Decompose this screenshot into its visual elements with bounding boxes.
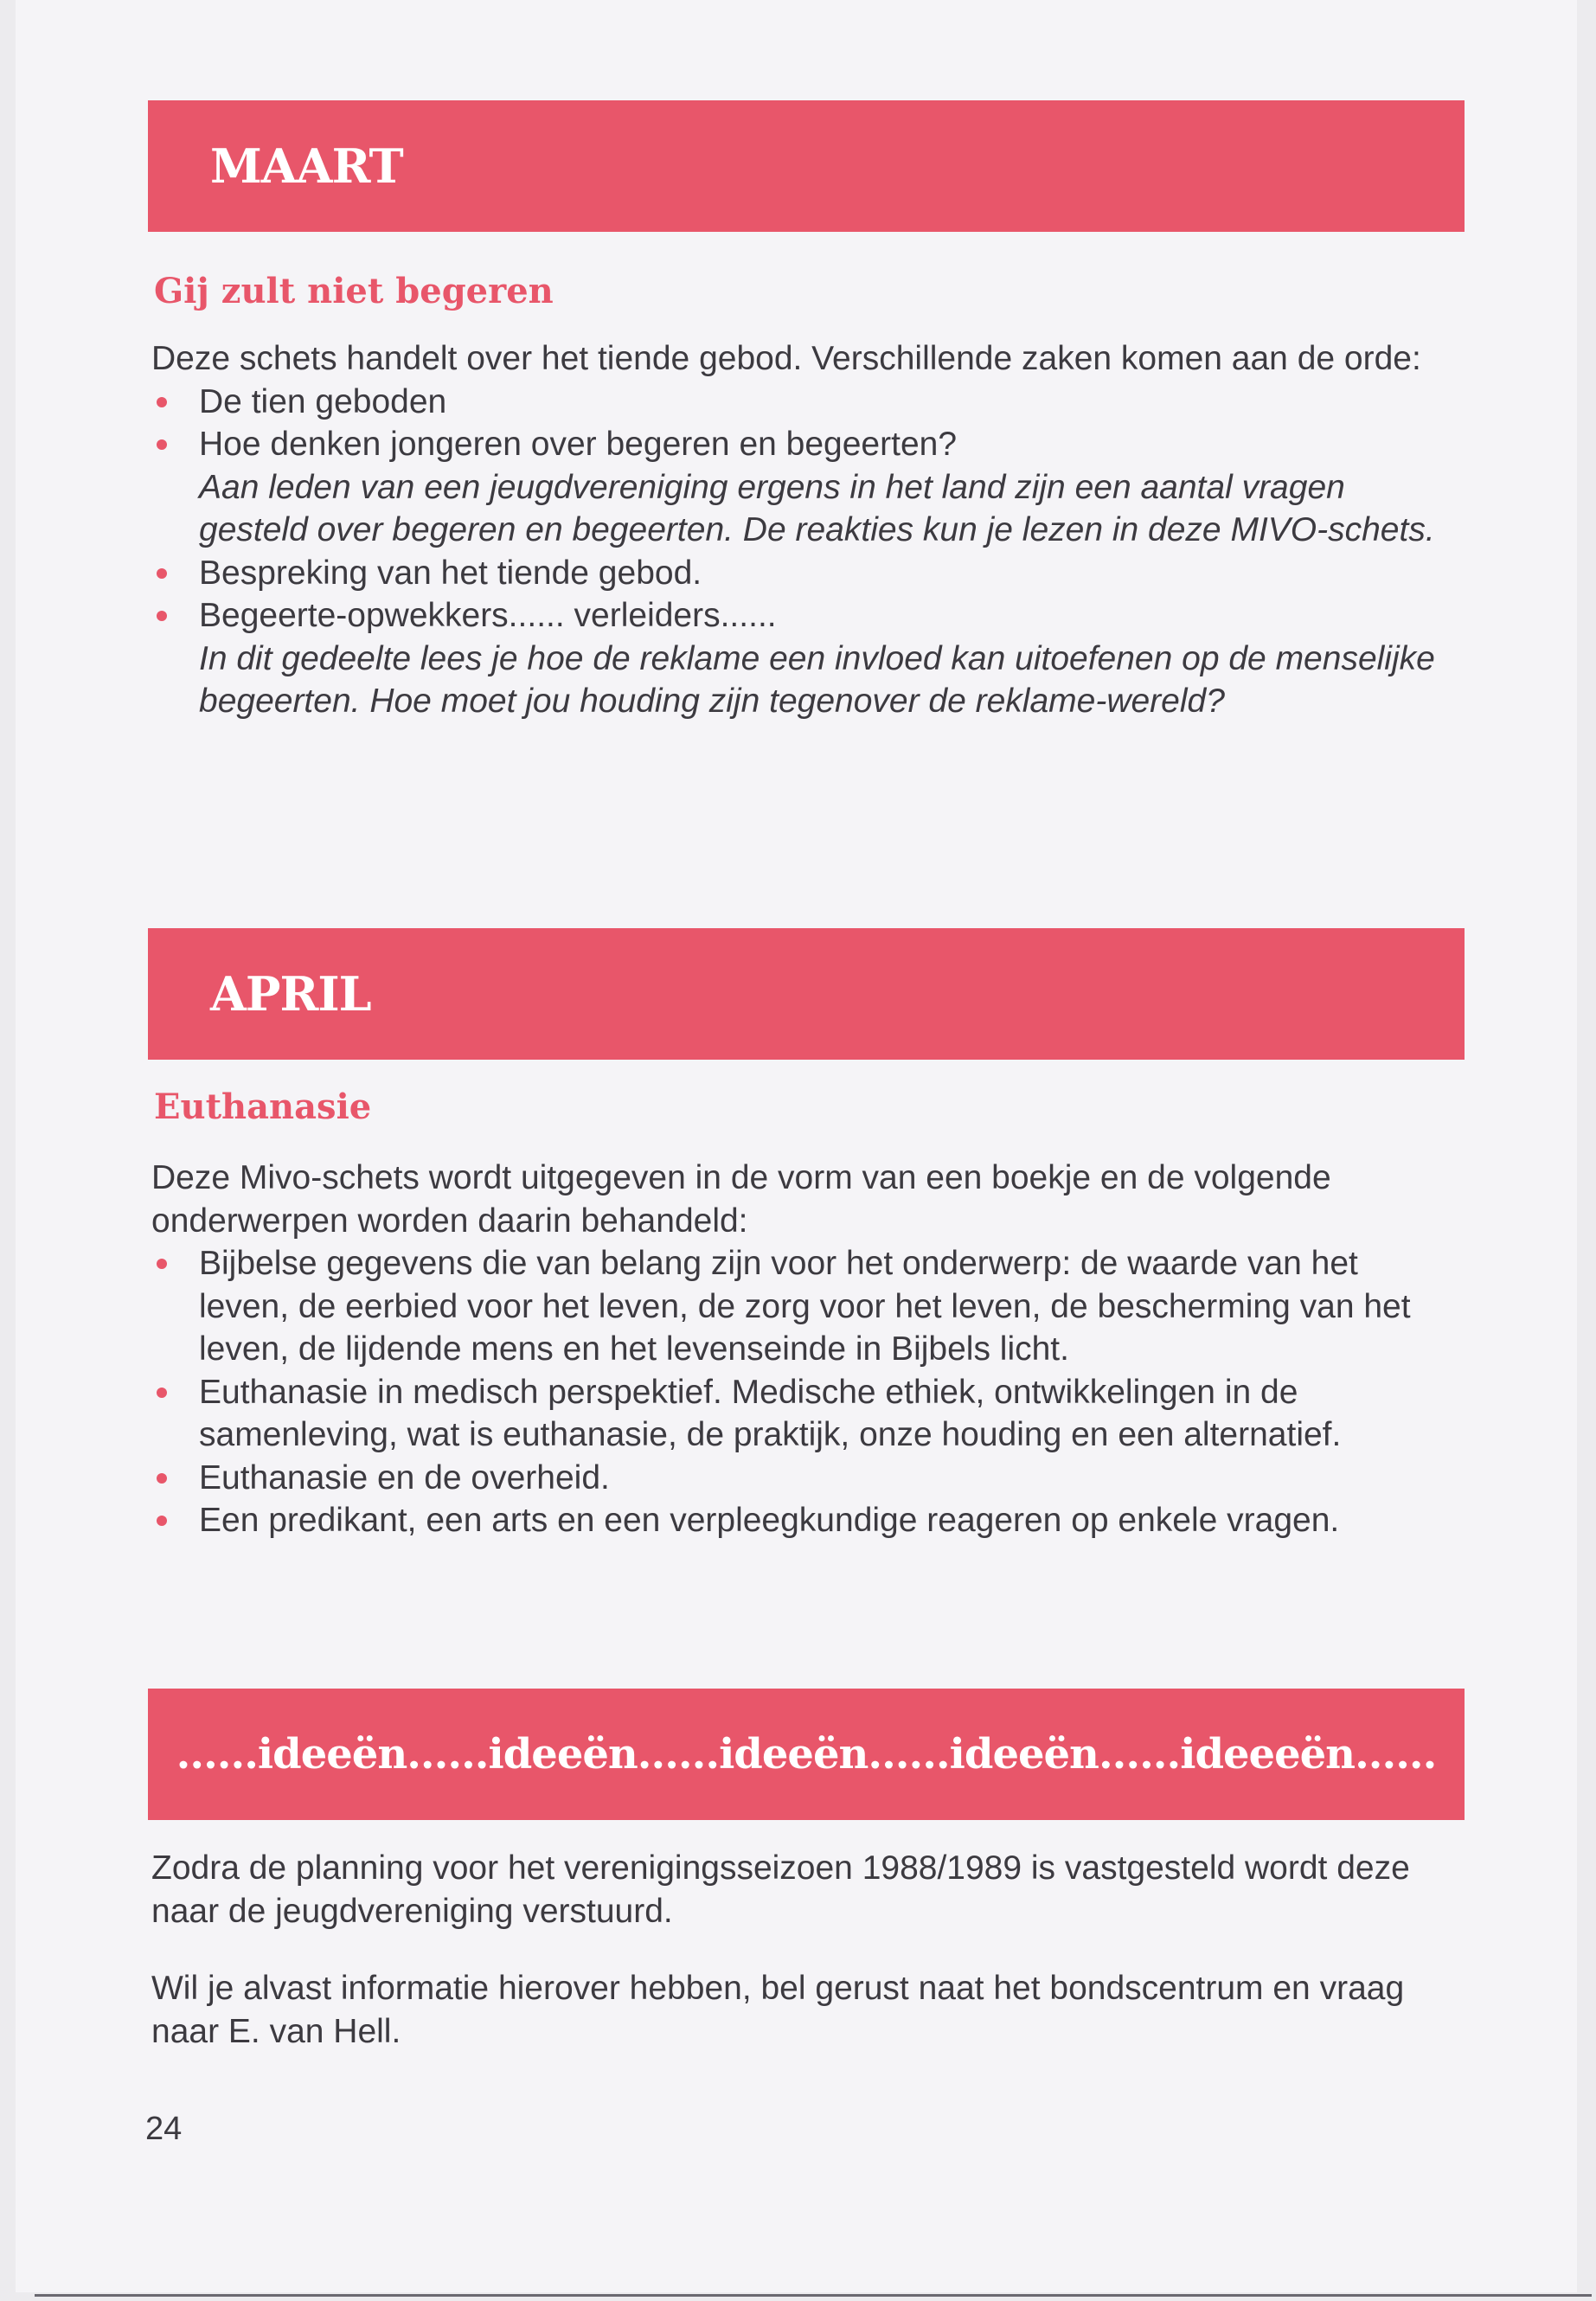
list-item-text: Begeerte-opwekkers...... verleiders...... xyxy=(199,597,777,634)
bullet-icon xyxy=(157,1388,167,1398)
bullet-icon xyxy=(157,397,167,407)
section-heading: APRIL xyxy=(210,966,371,1022)
list-item xyxy=(151,594,1449,723)
section-banner-maart xyxy=(148,100,1465,232)
list-item-text: De tien geboden xyxy=(199,382,447,420)
section-heading: MAART xyxy=(210,138,403,194)
list-item-text: Euthanasie in medisch perspektief. Medische ethiek, ontwikkelingen in de samenleving, wat is euthanasie, de praktijk, onze houding en een alternatief. xyxy=(199,1373,1342,1453)
list-item xyxy=(151,381,1449,424)
list-item-text: Euthanasie en de overheid. xyxy=(199,1458,610,1497)
list-item xyxy=(151,423,1449,552)
page-number: 24 xyxy=(145,2111,183,2147)
intro-paragraph: Deze Mivo-schets wordt uitgegeven in de vorm van een boekje en de volgende onderwerpen worden daarin behandeld: xyxy=(151,1159,1331,1240)
section-title: Euthanasie xyxy=(154,1086,372,1127)
list-item-text: Bespreking van het tiende gebod. xyxy=(199,554,702,592)
topic-list xyxy=(151,1242,1449,1542)
list-item xyxy=(151,1457,1449,1500)
bullet-icon xyxy=(157,568,167,579)
bullet-icon xyxy=(157,1473,167,1484)
section-body-maart xyxy=(151,337,1449,723)
bottom-rule xyxy=(35,2294,1592,2297)
bullet-icon xyxy=(157,439,167,450)
list-item-text: Bijbelse gegevens die van belang zijn voor het onderwerp: de waarde van het leven, de eerbied voor het leven, de zorg voor het leven, de bescherming van het leven, de lijdende mens en het levenseinde in Bijbels licht. xyxy=(199,1245,1411,1368)
section-body-april xyxy=(151,1157,1449,1542)
paragraph: Zodra de planning voor het verenigingsseizoen 1988/1989 is vastgesteld wordt deze naar de jeugdvereniging verstuurd. xyxy=(151,1849,1410,1930)
list-item xyxy=(151,552,1449,595)
list-item-note: In dit gedeelte lees je hoe de reklame een invloed kan uitoefenen op de menselijke begeerten. Hoe moet jou houding zijn tegenover de reklame-wereld? xyxy=(199,639,1435,720)
section-banner-ideeen xyxy=(148,1689,1465,1820)
bullet-icon xyxy=(157,1516,167,1526)
list-item xyxy=(151,1242,1449,1371)
list-item-note: Aan leden van een jeugdvereniging ergens in het land zijn een aantal vragen gesteld over begeren en begeerten. De reakties kun je lezen in deze MIVO-schets. xyxy=(199,468,1435,548)
section-heading: ......ideeën......ideeën......ideeën......ideeën......ideeeën...... xyxy=(176,1730,1437,1779)
topic-list xyxy=(151,381,1449,723)
bullet-icon xyxy=(157,611,167,621)
list-item-text: Een predikant, een arts en een verpleegkundige reageren op enkele vragen. xyxy=(199,1502,1340,1539)
list-item-text: Hoe denken jongeren over begeren en begeerten? xyxy=(199,426,958,463)
section-title: Gij zult niet begeren xyxy=(154,271,554,311)
section-banner-april xyxy=(148,928,1465,1060)
page xyxy=(16,0,1577,2292)
intro-paragraph: Deze schets handelt over het tiende gebod. Verschillende zaken komen aan de orde: xyxy=(151,340,1421,377)
list-item xyxy=(151,1499,1449,1542)
paragraph: Wil je alvast informatie hierover hebben, bel gerust naat het bondscentrum en vraag naar E. van Hell. xyxy=(151,1970,1405,2050)
section-body-ideeen xyxy=(151,1847,1466,2053)
bullet-icon xyxy=(157,1259,167,1269)
list-item xyxy=(151,1371,1449,1457)
